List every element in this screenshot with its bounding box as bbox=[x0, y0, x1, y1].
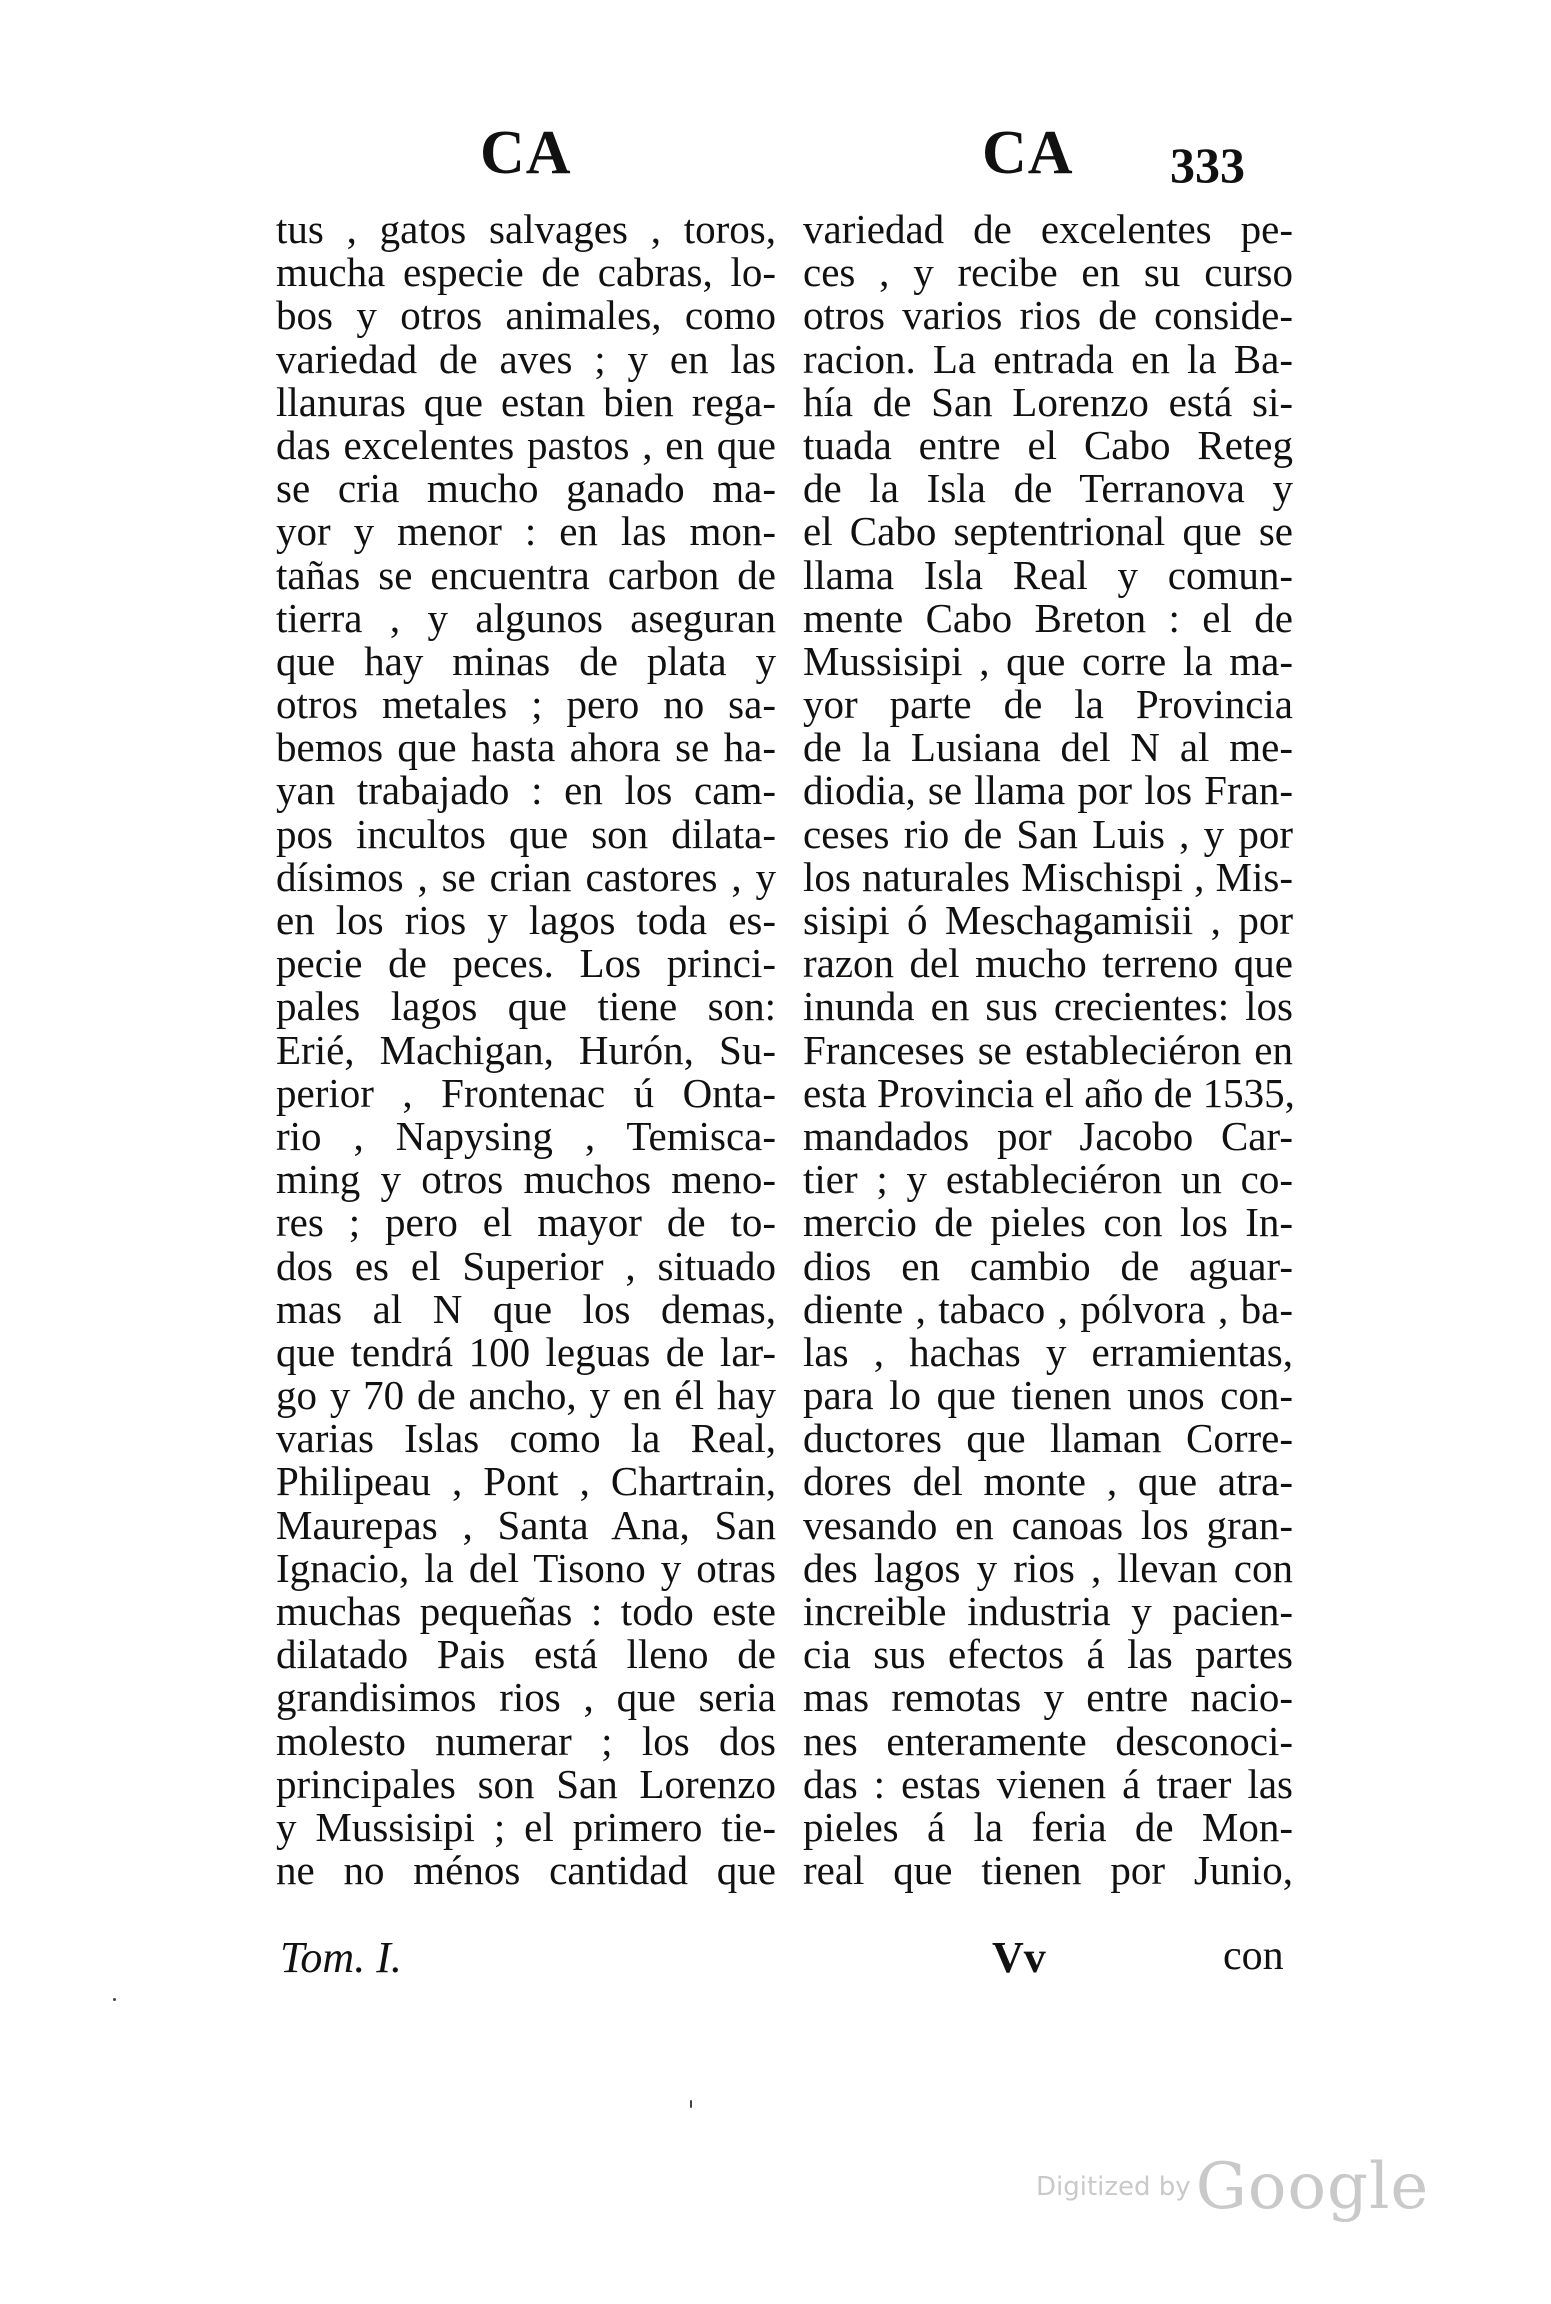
text-line: increible industria y pacien- bbox=[803, 1588, 1293, 1634]
right-text-column bbox=[803, 208, 1293, 1892]
text-line: Ignacio, la del Tisono y otras bbox=[276, 1544, 776, 1591]
signature-mark: Vv bbox=[992, 1933, 1046, 1982]
text-line: racion. La entrada en la Ba- bbox=[803, 335, 1293, 382]
text-line: ces , y recibe en su curso bbox=[803, 249, 1293, 296]
text-line: ne no ménos cantidad que bbox=[276, 1847, 776, 1894]
text-line: varias Islas como la Real, bbox=[276, 1415, 776, 1462]
text-line: inunda en sus crecientes: los bbox=[803, 983, 1293, 1030]
text-line: Philipeau , Pont , Chartrain, bbox=[276, 1458, 776, 1505]
left-running-headword: CA bbox=[480, 119, 572, 187]
text-line: mercio de pieles con los In- bbox=[803, 1199, 1293, 1246]
text-line: nes enteramente desconoci- bbox=[803, 1717, 1293, 1764]
text-line: que hay minas de plata y bbox=[276, 637, 776, 684]
text-line: y Mussisipi ; el primero tie- bbox=[276, 1803, 776, 1850]
text-line: des lagos y rios , llevan con bbox=[803, 1544, 1293, 1591]
ink-speck bbox=[690, 2100, 692, 2108]
text-line: go y 70 de ancho, y en él hay bbox=[276, 1372, 776, 1419]
text-line: bos y otros animales, como bbox=[276, 292, 776, 339]
text-line: que tendrá 100 leguas de lar- bbox=[276, 1328, 776, 1375]
text-line: ductores que llaman Corre- bbox=[803, 1415, 1293, 1462]
catchword: con bbox=[1223, 1933, 1284, 1979]
text-line: Erié, Machigan, Hurón, Su- bbox=[276, 1026, 776, 1073]
text-line: variedad de excelentes pe- bbox=[803, 206, 1293, 252]
text-line: Mussisipi , que corre la ma- bbox=[803, 637, 1293, 684]
text-line: mente Cabo Breton : el de bbox=[803, 594, 1293, 641]
left-text-column bbox=[276, 208, 776, 1892]
digitized-watermark bbox=[1036, 2150, 1429, 2224]
text-line: Franceses se estableciéron en bbox=[803, 1026, 1293, 1073]
text-line: dilatado Pais está lleno de bbox=[276, 1631, 776, 1678]
text-line: variedad de aves ; y en las bbox=[276, 335, 776, 382]
text-line: yor parte de la Provincia bbox=[803, 681, 1293, 728]
text-line: mucha especie de cabras, lo- bbox=[276, 249, 776, 296]
text-line: pecie de peces. Los princi- bbox=[276, 940, 776, 987]
volume-mark: Tom. I. bbox=[280, 1933, 402, 1982]
right-running-headword: CA bbox=[982, 119, 1074, 187]
text-line: las , hachas y erramientas, bbox=[803, 1328, 1293, 1375]
text-line: otros varios rios de conside- bbox=[803, 292, 1293, 339]
text-line: muchas pequeñas : todo este bbox=[276, 1588, 776, 1634]
text-line: llanuras que estan bien rega- bbox=[276, 378, 776, 425]
text-line: mandados por Jacobo Car- bbox=[803, 1112, 1293, 1159]
text-line: das : estas vienen á traer las bbox=[803, 1760, 1293, 1807]
text-line: tuada entre el Cabo Reteg bbox=[803, 421, 1293, 468]
text-line: tañas se encuentra carbon de bbox=[276, 551, 776, 598]
text-line: rio , Napysing , Temisca- bbox=[276, 1112, 776, 1159]
text-line: ceses rio de San Luis , y por bbox=[803, 810, 1293, 857]
text-line: de la Lusiana del N al me- bbox=[803, 724, 1293, 771]
text-line: Maurepas , Santa Ana, San bbox=[276, 1501, 776, 1548]
text-line: razon del mucho terreno que bbox=[803, 940, 1293, 987]
text-line: hía de San Lorenzo está si- bbox=[803, 378, 1293, 425]
page-number: 333 bbox=[1170, 137, 1245, 193]
text-line: llama Isla Real y comun- bbox=[803, 551, 1293, 598]
text-line: sisipi ó Meschagamisii , por bbox=[803, 897, 1293, 943]
text-line: vesando en canoas los gran- bbox=[803, 1501, 1293, 1548]
text-line: grandisimos rios , que seria bbox=[276, 1674, 776, 1721]
text-line: tus , gatos salvages , toros, bbox=[276, 206, 776, 252]
text-line: mas al N que los demas, bbox=[276, 1285, 776, 1332]
text-line: ming y otros muchos meno- bbox=[276, 1156, 776, 1203]
text-line: el Cabo septentrional que se bbox=[803, 508, 1293, 555]
text-line: das excelentes pastos , en que bbox=[276, 421, 776, 468]
text-line: real que tienen por Junio, bbox=[803, 1847, 1293, 1894]
text-line: dísimos , se crian castores , y bbox=[276, 853, 776, 900]
text-line: cia sus efectos á las partes bbox=[803, 1631, 1293, 1678]
watermark-prefix: Digitized by bbox=[1036, 2172, 1191, 2202]
text-line: mas remotas y entre nacio- bbox=[803, 1674, 1293, 1721]
text-line: diodia, se llama por los Fran- bbox=[803, 767, 1293, 814]
text-line: dos es el Superior , situado bbox=[276, 1242, 776, 1289]
text-line: pos incultos que son dilata- bbox=[276, 810, 776, 857]
text-line: esta Provincia el año de 1535, bbox=[803, 1069, 1295, 1116]
text-line: molesto numerar ; los dos bbox=[276, 1717, 776, 1764]
text-line: yan trabajado : en los cam- bbox=[276, 767, 776, 814]
text-line: de la Isla de Terranova y bbox=[803, 465, 1293, 512]
text-line: en los rios y lagos toda es- bbox=[276, 897, 776, 943]
text-line: otros metales ; pero no sa- bbox=[276, 681, 776, 728]
text-line: los naturales Mischispi , Mis- bbox=[803, 853, 1293, 900]
text-line: pieles á la feria de Mon- bbox=[803, 1803, 1293, 1850]
text-line: para lo que tienen unos con- bbox=[803, 1372, 1293, 1419]
text-line: se cria mucho ganado ma- bbox=[276, 465, 776, 512]
text-line: diente , tabaco , pólvora , ba- bbox=[803, 1285, 1293, 1332]
ink-speck bbox=[113, 1998, 116, 2001]
google-logo: Google bbox=[1195, 2150, 1430, 2224]
text-line: dores del monte , que atra- bbox=[803, 1458, 1293, 1505]
text-line: perior , Frontenac ú Onta- bbox=[276, 1069, 776, 1116]
text-line: dios en cambio de aguar- bbox=[803, 1242, 1293, 1289]
text-line: principales son San Lorenzo bbox=[276, 1760, 776, 1807]
text-line: bemos que hasta ahora se ha- bbox=[276, 724, 776, 771]
text-line: res ; pero el mayor de to- bbox=[276, 1199, 776, 1246]
text-line: tierra , y algunos aseguran bbox=[276, 594, 776, 641]
text-line: tier ; y estableciéron un co- bbox=[803, 1156, 1293, 1203]
text-line: pales lagos que tiene son: bbox=[276, 983, 776, 1030]
text-line: yor y menor : en las mon- bbox=[276, 508, 776, 555]
